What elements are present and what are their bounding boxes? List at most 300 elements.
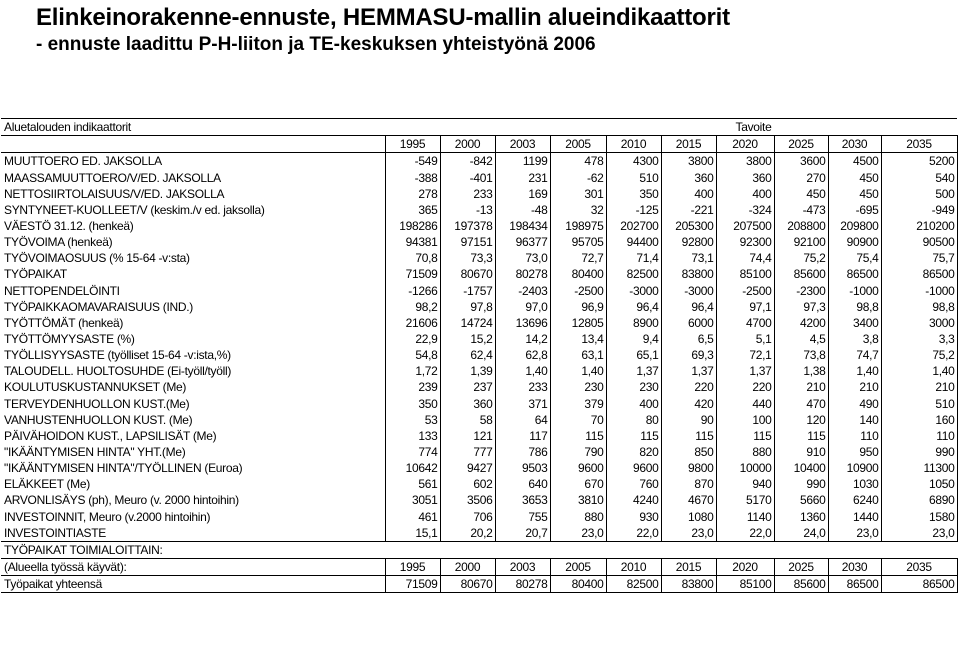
row-value: -2300 bbox=[774, 282, 828, 298]
row-value: -324 bbox=[716, 202, 774, 218]
row-value: -3000 bbox=[606, 282, 661, 298]
row-value: 14724 bbox=[440, 315, 495, 331]
table-row bbox=[1, 282, 957, 298]
row-value: 3800 bbox=[716, 153, 774, 170]
row-value: 3,3 bbox=[881, 331, 957, 347]
total-value: 85100 bbox=[716, 575, 774, 592]
table-row bbox=[1, 492, 957, 508]
row-value: 15,1 bbox=[385, 525, 440, 542]
total-value: 80400 bbox=[550, 575, 606, 592]
row-value: 990 bbox=[774, 476, 828, 492]
row-value: 561 bbox=[385, 476, 440, 492]
row-value: 1580 bbox=[881, 508, 957, 524]
row-value: 110 bbox=[881, 428, 957, 444]
row-value: 90500 bbox=[881, 234, 957, 250]
row-value: 3400 bbox=[828, 315, 881, 331]
row-value: 450 bbox=[828, 186, 881, 202]
row-value: 96,4 bbox=[606, 299, 661, 315]
row-value: 209800 bbox=[828, 218, 881, 234]
year-header: 2025 bbox=[774, 136, 828, 153]
year-header: 1995 bbox=[385, 136, 440, 153]
row-value: 15,2 bbox=[440, 331, 495, 347]
row-value: 237 bbox=[440, 379, 495, 395]
row-value: 10900 bbox=[828, 460, 881, 476]
row-value: -125 bbox=[606, 202, 661, 218]
row-label: VÄESTÖ 31.12. (henkeä) bbox=[4, 218, 134, 233]
row-value: 210200 bbox=[881, 218, 957, 234]
row-value: 97,3 bbox=[774, 299, 828, 315]
row-value: 510 bbox=[881, 395, 957, 411]
row-value: 400 bbox=[661, 186, 716, 202]
row-value: 63,1 bbox=[550, 347, 606, 363]
row-value: -2403 bbox=[495, 282, 550, 298]
row-label: TYÖTTÖMÄT (henkeä) bbox=[4, 315, 124, 330]
row-value: 80 bbox=[606, 412, 661, 428]
row-value: 850 bbox=[661, 444, 716, 460]
row-value: 23,0 bbox=[550, 525, 606, 542]
row-value: -13 bbox=[440, 202, 495, 218]
row-value: -48 bbox=[495, 202, 550, 218]
row-label: MAASSAMUUTTOERO/V/ED. JAKSOLLA bbox=[4, 170, 221, 185]
row-value: 121 bbox=[440, 428, 495, 444]
row-value: 230 bbox=[606, 379, 661, 395]
year-header: 2000 bbox=[440, 136, 495, 153]
row-value: 4,5 bbox=[774, 331, 828, 347]
row-value: 202700 bbox=[606, 218, 661, 234]
row-value: 230 bbox=[550, 379, 606, 395]
row-value: 96377 bbox=[495, 234, 550, 250]
row-value: -1757 bbox=[440, 282, 495, 298]
row-value: 92800 bbox=[661, 234, 716, 250]
total-value: 85600 bbox=[774, 575, 828, 592]
row-value: 11300 bbox=[881, 460, 957, 476]
row-value: -949 bbox=[881, 202, 957, 218]
row-value: 239 bbox=[385, 379, 440, 395]
row-value: 1,37 bbox=[606, 363, 661, 379]
row-value: 930 bbox=[606, 508, 661, 524]
row-label: TYÖPAIKAT bbox=[4, 267, 67, 282]
row-value: 97151 bbox=[440, 234, 495, 250]
row-value: 73,8 bbox=[774, 347, 828, 363]
row-value: 755 bbox=[495, 508, 550, 524]
table-row bbox=[1, 234, 957, 250]
table-row bbox=[1, 266, 957, 282]
row-value: 80400 bbox=[550, 266, 606, 282]
row-value: 420 bbox=[661, 395, 716, 411]
table-row bbox=[1, 202, 957, 218]
row-label: INVESTOINTIASTE bbox=[1, 525, 385, 542]
table-row bbox=[1, 428, 957, 444]
table-row bbox=[1, 250, 957, 266]
row-value: 94400 bbox=[606, 234, 661, 250]
year-header: 2035 bbox=[881, 136, 957, 153]
row-value: 120 bbox=[774, 412, 828, 428]
total-row bbox=[1, 575, 957, 592]
row-value: 205300 bbox=[661, 218, 716, 234]
row-value: 4300 bbox=[606, 153, 661, 170]
row-value: 10642 bbox=[385, 460, 440, 476]
row-value: 70,8 bbox=[385, 250, 440, 266]
row-value: 69,3 bbox=[661, 347, 716, 363]
row-value: 5,1 bbox=[716, 331, 774, 347]
row-value: 3051 bbox=[385, 492, 440, 508]
row-value: -695 bbox=[828, 202, 881, 218]
row-value: 3,8 bbox=[828, 331, 881, 347]
row-value: 233 bbox=[440, 186, 495, 202]
row-value: 210 bbox=[881, 379, 957, 395]
year-header: 2015 bbox=[661, 136, 716, 153]
row-value: 20,7 bbox=[495, 525, 550, 542]
section-heading: TYÖPAIKAT TOIMIALOITTAIN: bbox=[1, 541, 957, 558]
row-value: 940 bbox=[716, 476, 774, 492]
row-label: "IKÄÄNTYMISEN HINTA" YHT.(Me) bbox=[4, 444, 186, 459]
row-value: 198975 bbox=[550, 218, 606, 234]
section-years-row bbox=[1, 558, 957, 575]
row-value: 233 bbox=[495, 379, 550, 395]
row-value: 90900 bbox=[828, 234, 881, 250]
row-value: -842 bbox=[440, 153, 495, 170]
row-value: 4700 bbox=[716, 315, 774, 331]
row-label: NETTOPENDELÖINTI bbox=[4, 283, 120, 298]
row-label: SYNTYNEET-KUOLLEET/V (keskim./v ed. jaksolla) bbox=[4, 202, 265, 217]
row-value: 1,38 bbox=[774, 363, 828, 379]
row-value: 115 bbox=[716, 428, 774, 444]
section-label: (Alueella työssä käyvät): bbox=[1, 558, 385, 575]
row-value: 9,4 bbox=[606, 331, 661, 347]
row-value: 1140 bbox=[716, 508, 774, 524]
row-value: 64 bbox=[495, 412, 550, 428]
row-value: 13,4 bbox=[550, 331, 606, 347]
row-value: 360 bbox=[661, 169, 716, 185]
row-value: 22,9 bbox=[385, 331, 440, 347]
row-value: 86500 bbox=[828, 266, 881, 282]
row-value: 74,4 bbox=[716, 250, 774, 266]
row-value: 490 bbox=[828, 395, 881, 411]
row-value: 117 bbox=[495, 428, 550, 444]
row-value: 73,0 bbox=[495, 250, 550, 266]
row-value: 24,0 bbox=[774, 525, 828, 542]
section-year-header: 2010 bbox=[606, 558, 661, 575]
row-value: 360 bbox=[716, 169, 774, 185]
row-value: 75,4 bbox=[828, 250, 881, 266]
row-value: 70 bbox=[550, 412, 606, 428]
row-value: 20,2 bbox=[440, 525, 495, 542]
row-value: 62,8 bbox=[495, 347, 550, 363]
row-value: 706 bbox=[440, 508, 495, 524]
section-year-header: 2015 bbox=[661, 558, 716, 575]
row-value: 74,7 bbox=[828, 347, 881, 363]
row-value: 777 bbox=[440, 444, 495, 460]
row-value: -221 bbox=[661, 202, 716, 218]
row-value: 6240 bbox=[828, 492, 881, 508]
row-value: 9427 bbox=[440, 460, 495, 476]
row-value: 80670 bbox=[440, 266, 495, 282]
section-year-header: 2003 bbox=[495, 558, 550, 575]
row-value: 197378 bbox=[440, 218, 495, 234]
row-value: 1,37 bbox=[661, 363, 716, 379]
table-row bbox=[1, 153, 957, 170]
table-header-row bbox=[1, 119, 957, 136]
row-value: 75,2 bbox=[774, 250, 828, 266]
row-value: 379 bbox=[550, 395, 606, 411]
row-value: 786 bbox=[495, 444, 550, 460]
row-label: TYÖPAIKKAOMAVARAISUUS (IND.) bbox=[4, 299, 193, 314]
row-value: 1,37 bbox=[716, 363, 774, 379]
row-label: ELÄKKEET (Me) bbox=[4, 477, 90, 492]
row-value: -1000 bbox=[828, 282, 881, 298]
row-value: 500 bbox=[881, 186, 957, 202]
row-value: 71,4 bbox=[606, 250, 661, 266]
row-value: 92300 bbox=[716, 234, 774, 250]
page-subtitle: - ennuste laadittu P-H-liiton ja TE-keskuksen yhteistyönä 2006 bbox=[36, 34, 596, 55]
row-value: 115 bbox=[606, 428, 661, 444]
year-header: 2010 bbox=[606, 136, 661, 153]
table-row bbox=[1, 412, 957, 428]
row-value: 4670 bbox=[661, 492, 716, 508]
row-value: 98,8 bbox=[881, 299, 957, 315]
row-value: 82500 bbox=[606, 266, 661, 282]
year-header: 2020 bbox=[716, 136, 774, 153]
table-row bbox=[1, 363, 957, 379]
row-value: 301 bbox=[550, 186, 606, 202]
row-value: 1440 bbox=[828, 508, 881, 524]
year-header: 2003 bbox=[495, 136, 550, 153]
row-label: ARVONLISÄYS (ph), Meuro (v. 2000 hintoihin) bbox=[4, 493, 239, 508]
row-value: 73,3 bbox=[440, 250, 495, 266]
row-value: -1000 bbox=[881, 282, 957, 298]
table-row bbox=[1, 347, 957, 363]
row-value: 96,4 bbox=[661, 299, 716, 315]
row-value: 72,1 bbox=[716, 347, 774, 363]
total-value: 80670 bbox=[440, 575, 495, 592]
total-value: 83800 bbox=[661, 575, 716, 592]
row-value: 950 bbox=[828, 444, 881, 460]
total-value: 80278 bbox=[495, 575, 550, 592]
row-value: 1199 bbox=[495, 153, 550, 170]
row-value: 231 bbox=[495, 169, 550, 185]
row-value: 65,1 bbox=[606, 347, 661, 363]
table-row bbox=[1, 331, 957, 347]
row-value: 5200 bbox=[881, 153, 957, 170]
row-value: 95705 bbox=[550, 234, 606, 250]
row-value: 9503 bbox=[495, 460, 550, 476]
row-value: -549 bbox=[385, 153, 440, 170]
row-value: 115 bbox=[550, 428, 606, 444]
row-value: 1,40 bbox=[495, 363, 550, 379]
row-value: 670 bbox=[550, 476, 606, 492]
row-value: 53 bbox=[385, 412, 440, 428]
table-row bbox=[1, 169, 957, 185]
row-label: KOULUTUSKUSTANNUKSET (Me) bbox=[4, 380, 187, 395]
row-value: 75,7 bbox=[881, 250, 957, 266]
row-value: 96,9 bbox=[550, 299, 606, 315]
row-value: 160 bbox=[881, 412, 957, 428]
row-value: -3000 bbox=[661, 282, 716, 298]
row-value: 3600 bbox=[774, 153, 828, 170]
row-value: 1030 bbox=[828, 476, 881, 492]
table-row bbox=[1, 186, 957, 202]
row-value: 774 bbox=[385, 444, 440, 460]
row-value: 1,40 bbox=[881, 363, 957, 379]
row-value: 71509 bbox=[385, 266, 440, 282]
row-label: TERVEYDENHUOLLON KUST.(Me) bbox=[4, 396, 190, 411]
row-value: 97,1 bbox=[716, 299, 774, 315]
row-value: 14,2 bbox=[495, 331, 550, 347]
row-value: 85600 bbox=[774, 266, 828, 282]
row-value: 1,40 bbox=[828, 363, 881, 379]
row-value: 73,1 bbox=[661, 250, 716, 266]
row-label: TYÖLLISYYSASTE (työlliset 15-64 -v:ista,%) bbox=[4, 348, 231, 363]
total-value: 86500 bbox=[828, 575, 881, 592]
row-value: 10000 bbox=[716, 460, 774, 476]
row-value: 510 bbox=[606, 169, 661, 185]
row-value: 470 bbox=[774, 395, 828, 411]
row-value: 133 bbox=[385, 428, 440, 444]
row-value: 23,0 bbox=[828, 525, 881, 542]
table-row bbox=[1, 299, 957, 315]
row-label: TYÖVOIMAOSUUS (% 15-64 -v:sta) bbox=[4, 251, 190, 266]
row-value: 62,4 bbox=[440, 347, 495, 363]
row-value: 32 bbox=[550, 202, 606, 218]
row-value: 278 bbox=[385, 186, 440, 202]
page-title: Elinkeinorakenne-ennuste, HEMMASU-mallin alueindikaattorit bbox=[36, 4, 730, 31]
row-value: 870 bbox=[661, 476, 716, 492]
row-value: 5170 bbox=[716, 492, 774, 508]
row-value: 85100 bbox=[716, 266, 774, 282]
row-value: 910 bbox=[774, 444, 828, 460]
row-value: -388 bbox=[385, 169, 440, 185]
row-value: 210 bbox=[828, 379, 881, 395]
row-value: 94381 bbox=[385, 234, 440, 250]
row-value: 86500 bbox=[881, 266, 957, 282]
row-value: 92100 bbox=[774, 234, 828, 250]
row-value: 83800 bbox=[661, 266, 716, 282]
row-value: 220 bbox=[661, 379, 716, 395]
row-value: 13696 bbox=[495, 315, 550, 331]
row-value: -473 bbox=[774, 202, 828, 218]
row-value: 360 bbox=[440, 395, 495, 411]
row-value: 21606 bbox=[385, 315, 440, 331]
section-year-header: 2030 bbox=[828, 558, 881, 575]
row-value: 4500 bbox=[828, 153, 881, 170]
row-value: 9800 bbox=[661, 460, 716, 476]
year-header: 2030 bbox=[828, 136, 881, 153]
row-value: 880 bbox=[550, 508, 606, 524]
tavoite-header: Tavoite bbox=[550, 119, 957, 136]
row-value: 5660 bbox=[774, 492, 828, 508]
row-value: 1360 bbox=[774, 508, 828, 524]
row-value: -62 bbox=[550, 169, 606, 185]
row-value: 820 bbox=[606, 444, 661, 460]
row-value: 790 bbox=[550, 444, 606, 460]
row-value: 198434 bbox=[495, 218, 550, 234]
row-value: 350 bbox=[606, 186, 661, 202]
row-value: 478 bbox=[550, 153, 606, 170]
row-value: 10400 bbox=[774, 460, 828, 476]
row-value: 540 bbox=[881, 169, 957, 185]
row-value: 208800 bbox=[774, 218, 828, 234]
row-value: 3000 bbox=[881, 315, 957, 331]
section-heading-row bbox=[1, 541, 957, 558]
row-value: 880 bbox=[716, 444, 774, 460]
row-value: 210 bbox=[774, 379, 828, 395]
row-label: INVESTOINNIT, Meuro (v.2000 hintoihin) bbox=[4, 509, 211, 524]
total-value: 82500 bbox=[606, 575, 661, 592]
indicator-rows bbox=[1, 153, 957, 541]
row-value: 54,8 bbox=[385, 347, 440, 363]
row-value: 990 bbox=[881, 444, 957, 460]
row-value: 270 bbox=[774, 169, 828, 185]
row-value: 6000 bbox=[661, 315, 716, 331]
section-year-header: 1995 bbox=[385, 558, 440, 575]
row-value: 450 bbox=[828, 169, 881, 185]
row-value: 98,2 bbox=[385, 299, 440, 315]
total-value: 71509 bbox=[385, 575, 440, 592]
row-label: TALOUDELL. HUOLTOSUHDE (Ei-työll/työll) bbox=[4, 364, 232, 379]
row-value: 760 bbox=[606, 476, 661, 492]
row-value: 75,2 bbox=[881, 347, 957, 363]
row-label: "IKÄÄNTYMISEN HINTA"/TYÖLLINEN (Euroa) bbox=[4, 461, 243, 476]
row-value: -1266 bbox=[385, 282, 440, 298]
section-year-header: 2025 bbox=[774, 558, 828, 575]
section-year-header: 2000 bbox=[440, 558, 495, 575]
row-value: 3800 bbox=[661, 153, 716, 170]
row-value: 12805 bbox=[550, 315, 606, 331]
row-value: 9600 bbox=[606, 460, 661, 476]
row-value: 97,8 bbox=[440, 299, 495, 315]
row-value: -401 bbox=[440, 169, 495, 185]
row-value: 1080 bbox=[661, 508, 716, 524]
row-value: 1,40 bbox=[550, 363, 606, 379]
row-value: 90 bbox=[661, 412, 716, 428]
row-value: 6,5 bbox=[661, 331, 716, 347]
row-value: -2500 bbox=[716, 282, 774, 298]
row-value: 3810 bbox=[550, 492, 606, 508]
row-value: 23,0 bbox=[881, 525, 957, 542]
table-row bbox=[1, 460, 957, 476]
row-label: NETTOSIIRTOLAISUUS/V/ED. JAKSOLLA bbox=[4, 186, 225, 201]
table-row bbox=[1, 218, 957, 234]
row-label: PÄIVÄHOIDON KUST., LAPSILISÄT (Me) bbox=[4, 428, 217, 443]
row-value: 9600 bbox=[550, 460, 606, 476]
table-row bbox=[1, 379, 957, 395]
row-label: VANHUSTENHUOLLON KUST. (Me) bbox=[4, 412, 193, 427]
row-value: 350 bbox=[385, 395, 440, 411]
row-value: 100 bbox=[716, 412, 774, 428]
row-value: 3506 bbox=[440, 492, 495, 508]
row-value: 98,8 bbox=[828, 299, 881, 315]
row-label: MUUTTOERO ED. JAKSOLLA bbox=[4, 154, 162, 169]
row-value: 8900 bbox=[606, 315, 661, 331]
row-value: 115 bbox=[774, 428, 828, 444]
row-value: 6890 bbox=[881, 492, 957, 508]
row-value: 140 bbox=[828, 412, 881, 428]
row-value: 640 bbox=[495, 476, 550, 492]
row-value: 365 bbox=[385, 202, 440, 218]
row-label: TYÖTTÖMYYSASTE (%) bbox=[4, 331, 135, 346]
row-value: 461 bbox=[385, 508, 440, 524]
total-value: 86500 bbox=[881, 575, 957, 592]
section-year-header: 2005 bbox=[550, 558, 606, 575]
row-value: -2500 bbox=[550, 282, 606, 298]
row-value: 72,7 bbox=[550, 250, 606, 266]
section-year-header: 2020 bbox=[716, 558, 774, 575]
total-label: Työpaikat yhteensä bbox=[1, 575, 385, 592]
row-value: 1,72 bbox=[385, 363, 440, 379]
year-header: 2005 bbox=[550, 136, 606, 153]
row-value: 4200 bbox=[774, 315, 828, 331]
row-value: 440 bbox=[716, 395, 774, 411]
